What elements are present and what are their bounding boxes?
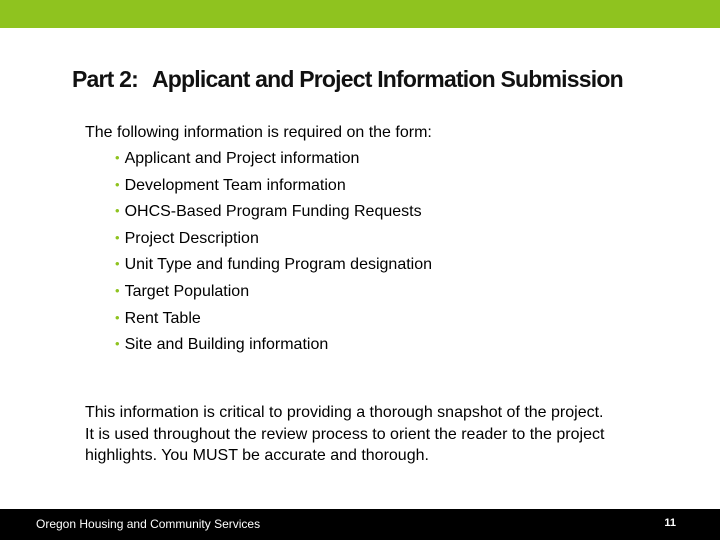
intro-text: The following information is required on the form:: [85, 124, 432, 141]
bullet-icon: •: [115, 176, 120, 192]
bullet-icon: •: [115, 309, 120, 325]
list-item-text: Development Team information: [124, 176, 346, 194]
footer-organization: Oregon Housing and Community Services: [36, 517, 261, 531]
bullet-icon: •: [115, 229, 120, 245]
list-item-text: Site and Building information: [124, 336, 329, 354]
slide-title: [72, 66, 692, 93]
list-item: [115, 332, 695, 359]
list-item: [115, 199, 695, 226]
closing-line: highlights. You MUST be accurate and thorough.: [85, 447, 429, 464]
list-item: [115, 279, 695, 306]
closing-line: This information is critical to providing a thorough snapshot of the project.: [85, 404, 604, 421]
list-item: [115, 252, 695, 279]
list-item-text: Project Description: [124, 229, 259, 247]
list-item: [115, 173, 695, 200]
list-item-text: Target Population: [124, 282, 250, 300]
top-accent-bar: [0, 0, 720, 28]
bullet-icon: •: [115, 256, 120, 272]
requirements-list: [85, 146, 695, 359]
bullet-icon: •: [115, 203, 120, 219]
list-item: [115, 146, 695, 173]
closing-paragraph: [85, 402, 685, 467]
closing-line: It is used throughout the review process to orient the reader to the project: [85, 425, 605, 443]
list-item-text: Applicant and Project information: [124, 150, 360, 167]
list-item: [115, 226, 695, 253]
list-item-text: OHCS-Based Program Funding Requests: [124, 203, 422, 221]
page-number: 11: [664, 517, 676, 529]
bullet-icon: •: [115, 336, 120, 352]
bullet-icon: •: [115, 282, 120, 298]
slide-footer: [0, 509, 720, 540]
title-part-label: Part 2:: [72, 66, 138, 92]
list-item-text: Unit Type and funding Program designation: [124, 256, 433, 274]
list-item: [115, 306, 695, 333]
bullet-icon: •: [115, 150, 120, 165]
list-item-text: Rent Table: [124, 309, 201, 327]
title-text: Applicant and Project Information Submission: [151, 66, 623, 92]
slide-body: [85, 122, 695, 359]
